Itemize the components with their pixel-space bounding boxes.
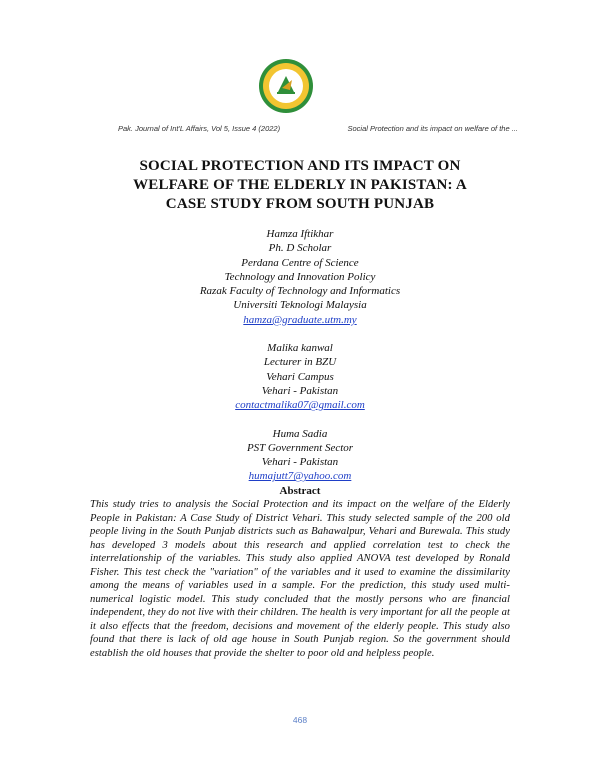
author-name: Malika kanwal — [267, 342, 333, 355]
author-affiliation: Vehari - Pakistan — [261, 456, 339, 469]
running-title: Social Protection and its impact on welfare of the ... — [347, 124, 518, 133]
author-email-link[interactable]: hamza@graduate.utm.my — [243, 313, 357, 326]
journal-citation: Pak. Journal of Int'L Affairs, Vol 5, Issue 4 (2022) — [118, 124, 281, 133]
author-affiliation: Ph. D Scholar — [268, 242, 332, 255]
running-header — [70, 124, 530, 138]
author-affiliation: Technology and Innovation Policy — [224, 270, 376, 283]
author-affiliation: Lecturer in BZU — [263, 356, 337, 369]
title-line: SOCIAL PROTECTION AND ITS IMPACT ON — [139, 158, 461, 174]
author-affiliation: Vehari Campus — [266, 370, 334, 383]
author-email-link[interactable]: humajutt7@yahoo.com — [248, 470, 352, 483]
author-email-link[interactable]: contactmalika07@gmail.com — [235, 399, 365, 412]
author-block — [100, 227, 500, 484]
abstract-text: This study tries to analysis the Social Protection and its impact on the welfare of the Elderly People in Pakistan: A Case Study of District Vehari. This study selected sample of the 200 old people living in the South Punjab districts such as Bahawalpur, Vehari and Burewala. This study has developed 3 models about this research and applied correlation test to check the interrelationship of the variables. This study also applied ANOVA test developed by Ronald Fisher. This test check the "variation" of the variables and it used to examine the dissimilarity among the means of variables used in a sample. For the prediction, this study used multi-numerical logistic model. This study concluded that the mostly persons who are financial independent, they do not live with their children. The health is very important for all the people at it also effects that the freedom, decisions and movement of the elderly people. This study also found that there is lack of old age house in South Punjab region. So the government should establish the old houses that provide the shelter to poor old and helpless people. — [90, 499, 510, 659]
title-line: CASE STUDY FROM SOUTH PUNJAB — [165, 196, 435, 212]
author-affiliation: PST Government Sector — [246, 441, 354, 454]
page-number: 468 — [292, 715, 308, 725]
author-affiliation: Vehari - Pakistan — [261, 384, 339, 397]
author-affiliation: Universiti Teknologi Malaysia — [233, 299, 367, 312]
author-name: Hamza Iftikhar — [266, 228, 334, 240]
journal-logo — [258, 58, 314, 114]
author-affiliation: Razak Faculty of Technology and Informatics — [199, 285, 401, 298]
title-line: WELFARE OF THE ELDERLY IN PAKISTAN: A — [133, 177, 467, 193]
author-affiliation: Perdana Centre of Science — [241, 256, 359, 269]
author-name: Huma Sadia — [272, 427, 328, 440]
paper-title — [60, 157, 540, 214]
abstract-heading: Abstract — [279, 485, 321, 497]
